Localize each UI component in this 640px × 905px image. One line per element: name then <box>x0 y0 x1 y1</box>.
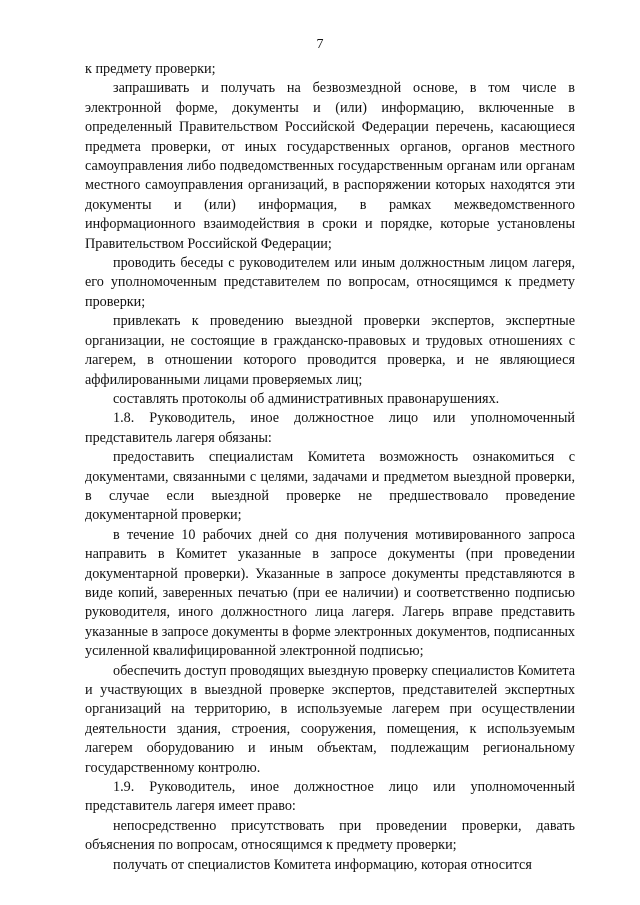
paragraph-ensure-access: обеспечить доступ проводящих выездную проверку специалистов Комитета и участвующих в выездной проверке экспертов, представителей экспертных организаций на территорию, в используемые лагерем при осуществлении деятельности здания, строения, сооружения, помещения, к используемым лагерем оборудованию и иным объектам, подлежащим региональному государственному контролю. <box>85 662 575 776</box>
paragraph-send-documents: в течение 10 рабочих дней со дня получения мотивированного запроса направить в Комитет указанные в запросе документы (при проведении документарной проверки). Указанные в запросе документы представляются в виде копий, заверенных печатью (при ее наличии) и соответственно подписью руководителя, иного должностного лица лагеря. Лагерь вправе представить указанные в запросе документы в форме электронных документов, подписанных усиленной квалифицированной электронной подписью; <box>85 526 576 660</box>
paragraph-section-1-9: 1.9. Руководитель, иное должностное лицо или уполномоченный представитель лагеря имеет право: <box>85 779 575 815</box>
paragraph-draw-up-protocols: составлять протоколы об административных правонарушениях. <box>113 390 500 407</box>
paragraph-section-1-8: 1.8. Руководитель, иное должностное лицо или уполномоченный представитель лагеря обязаны: <box>85 410 575 446</box>
paragraph-involve-experts: привлекать к проведению выездной проверки экспертов, экспертные организации, не состоящие в гражданско-правовых и трудовых отношениях с лагерем, в отношении которого проводится проверка, и не являющиеся аффилированными лицами проверяемых лиц; <box>85 313 575 388</box>
paragraph-be-present: непосредственно присутствовать при проведении проверки, давать объяснения по вопросам, относящимся к предмету проверки; <box>85 817 575 854</box>
paragraph-receive-information: получать от специалистов Комитета информацию, которая относится <box>113 856 532 873</box>
paragraph-provide-access-to-documents: предоставить специалистам Комитета возможность ознакомиться с документами, связанными с целями, задачами и предметом выездной проверки, в случае если выездной проверке не предшествовало проведение документарной проверки; <box>85 449 575 524</box>
page-number: 7 <box>316 37 324 52</box>
paragraph-request-documents: запрашивать и получать на безвозмездной основе, в том числе в электронной форме, документы и (или) информацию, включенные в определенный Правительством Российской Федерации перечень, касающиеся предмета проверки, от иных государственных органов, органов местного самоуправления либо подведомственных государственным органам или органам местного самоуправления организаций, в распоряжении которых находятся эти документы и (или) информация, в рамках межведомственного информационного взаимодействия в сроки и порядке, которые установлены Правительством Российской Федерации; <box>85 80 575 252</box>
paragraph-continuation: к предмету проверки; <box>85 61 216 77</box>
paragraph-conduct-interviews: проводить беседы с руководителем или иным должностным лицом лагеря, его уполномоченным представителем по вопросам, относящимся к предмету проверки; <box>85 255 575 310</box>
document-body <box>85 60 575 875</box>
